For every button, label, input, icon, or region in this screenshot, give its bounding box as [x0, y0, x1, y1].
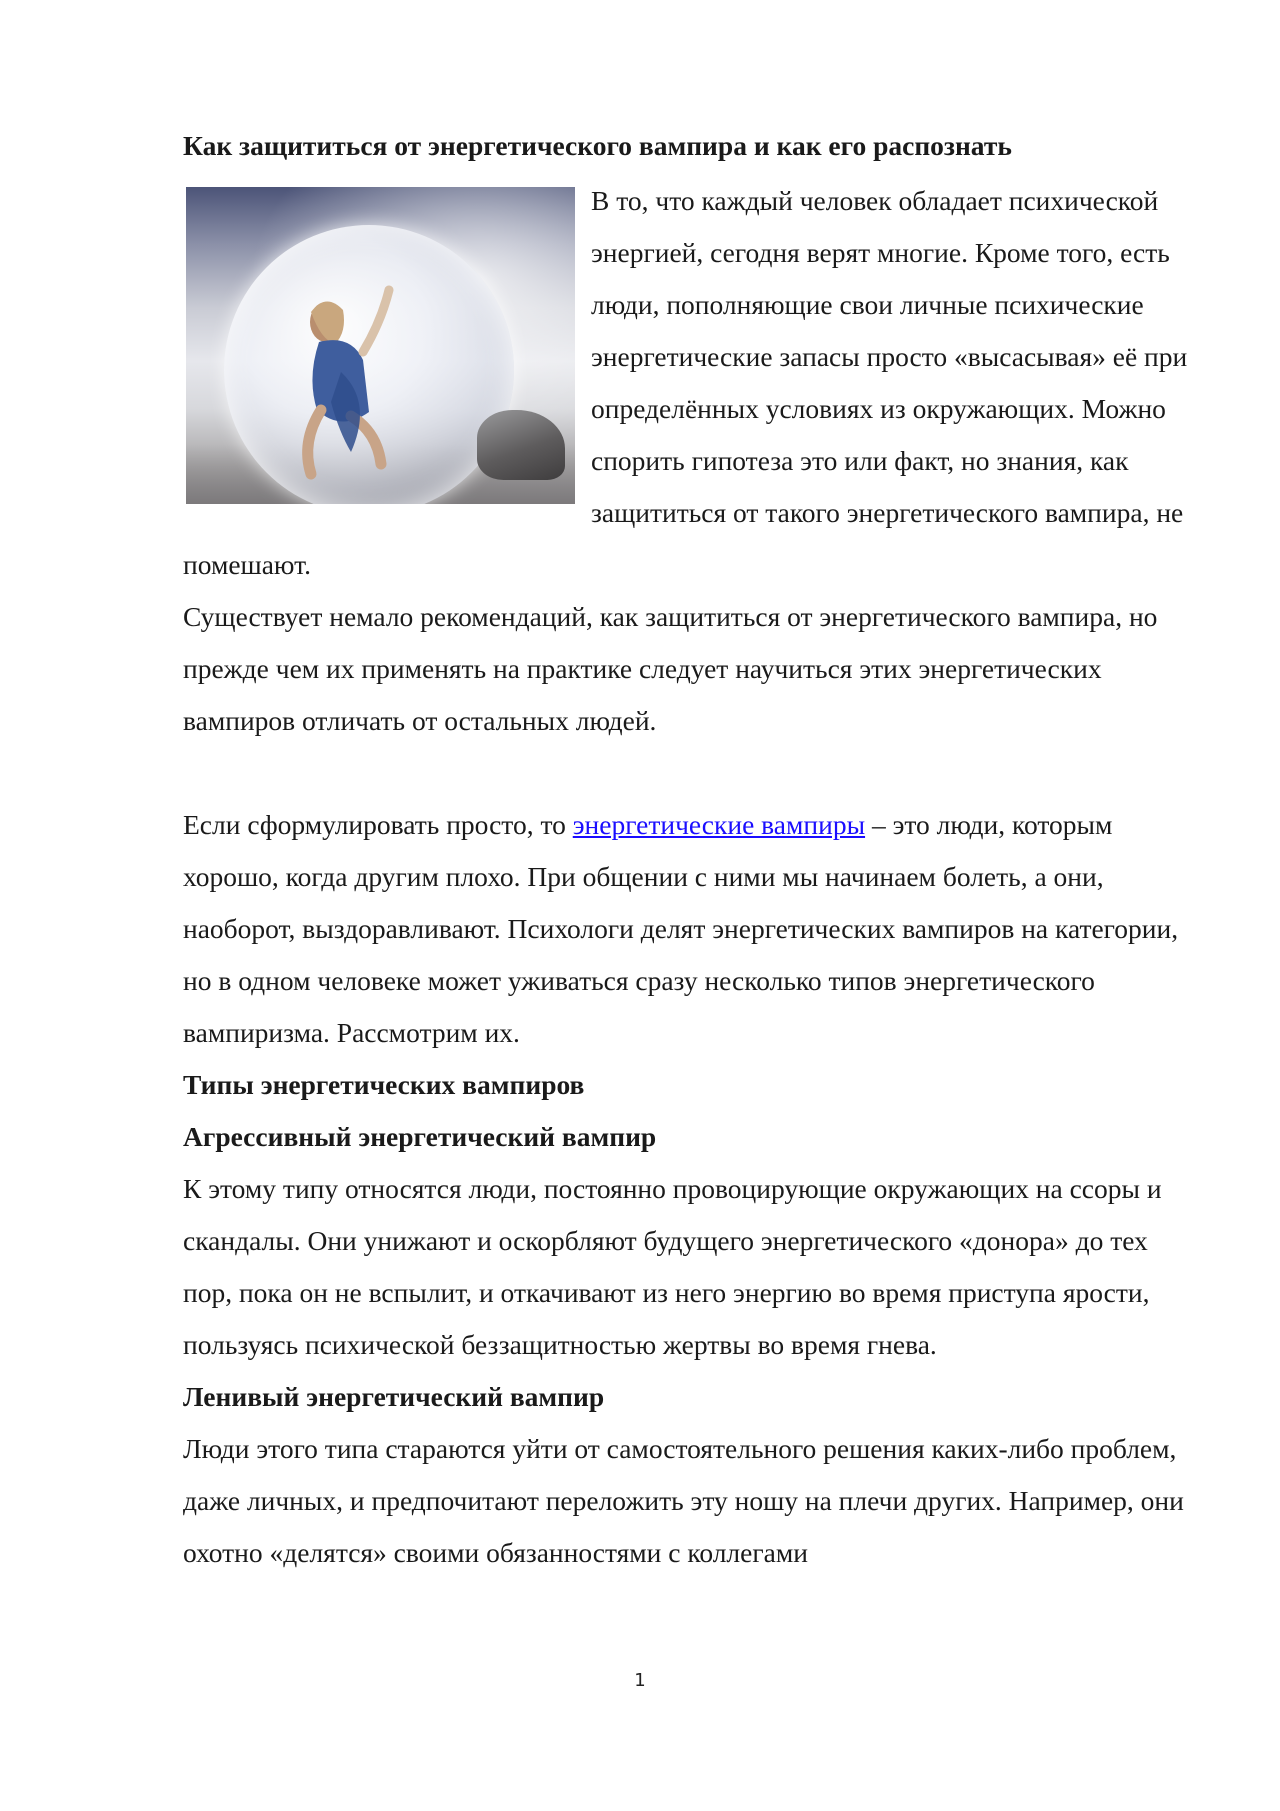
heading-types: Типы энергетических вампиров	[183, 1069, 585, 1100]
document-title: Как защититься от энергетического вампира и как его распознать	[183, 130, 1012, 161]
paragraph-recommendations: Существует немало рекомендаций, как защититься от энергетического вампира, но прежде чем их применять на практике следует научиться этих энергетических вампиров отличать от остальных людей.	[183, 601, 1158, 736]
paragraph-aggressive: К этому типу относятся люди, постоянно провоцирующие окружающих на ссоры и скандалы. Они унижают и оскорбляют будущего энергетического «донора» до тех пор, пока он не вспылит, и откачивают из него энергию во время приступа ярости, пользуясь психической беззащитностью жертвы во время гнева.	[183, 1173, 1162, 1360]
woman-figure	[281, 282, 401, 482]
intro-block	[183, 175, 1193, 591]
heading-lazy: Ленивый энергетический вампир	[183, 1381, 605, 1412]
energy-vampires-link[interactable]: энергетические вампиры	[572, 809, 866, 840]
intro-paragraph: В то, что каждый человек обладает психической энергией, сегодня верят многие. Кроме того, есть люди, пополняющие свои личные психические энергетические запасы просто «высасывая» её при определённых условиях из окружающих. Можно спорить гипотеза это или факт, но знания, как защититься от такого энергетического вампира, не помешают.	[183, 185, 1188, 580]
definition-text-after: – это люди, которым хорошо, когда другим плохо. При общении с ними мы начинаем болеть, а они, наоборот, выздоравливают. Психологи делят энергетических вампиров на категории, но в одном человеке может уживаться сразу несколько типов энергетического вампиризма. Рассмотрим их.	[183, 809, 1179, 1048]
document-body	[183, 123, 1193, 1579]
paragraph-lazy: Люди этого типа стараются уйти от самостоятельного решения каких-либо проблем, даже личных, и предпочитают переложить эту ношу на плечи других. Например, они охотно «делятся» своими обязанностями с коллегами	[183, 1433, 1184, 1568]
page-number: 1	[634, 1670, 646, 1691]
definition-text-before: Если сформулировать просто, то	[183, 809, 573, 840]
paragraph-definition	[183, 799, 1193, 1059]
illustration-image	[186, 187, 575, 504]
heading-aggressive: Агрессивный энергетический вампир	[183, 1121, 657, 1152]
